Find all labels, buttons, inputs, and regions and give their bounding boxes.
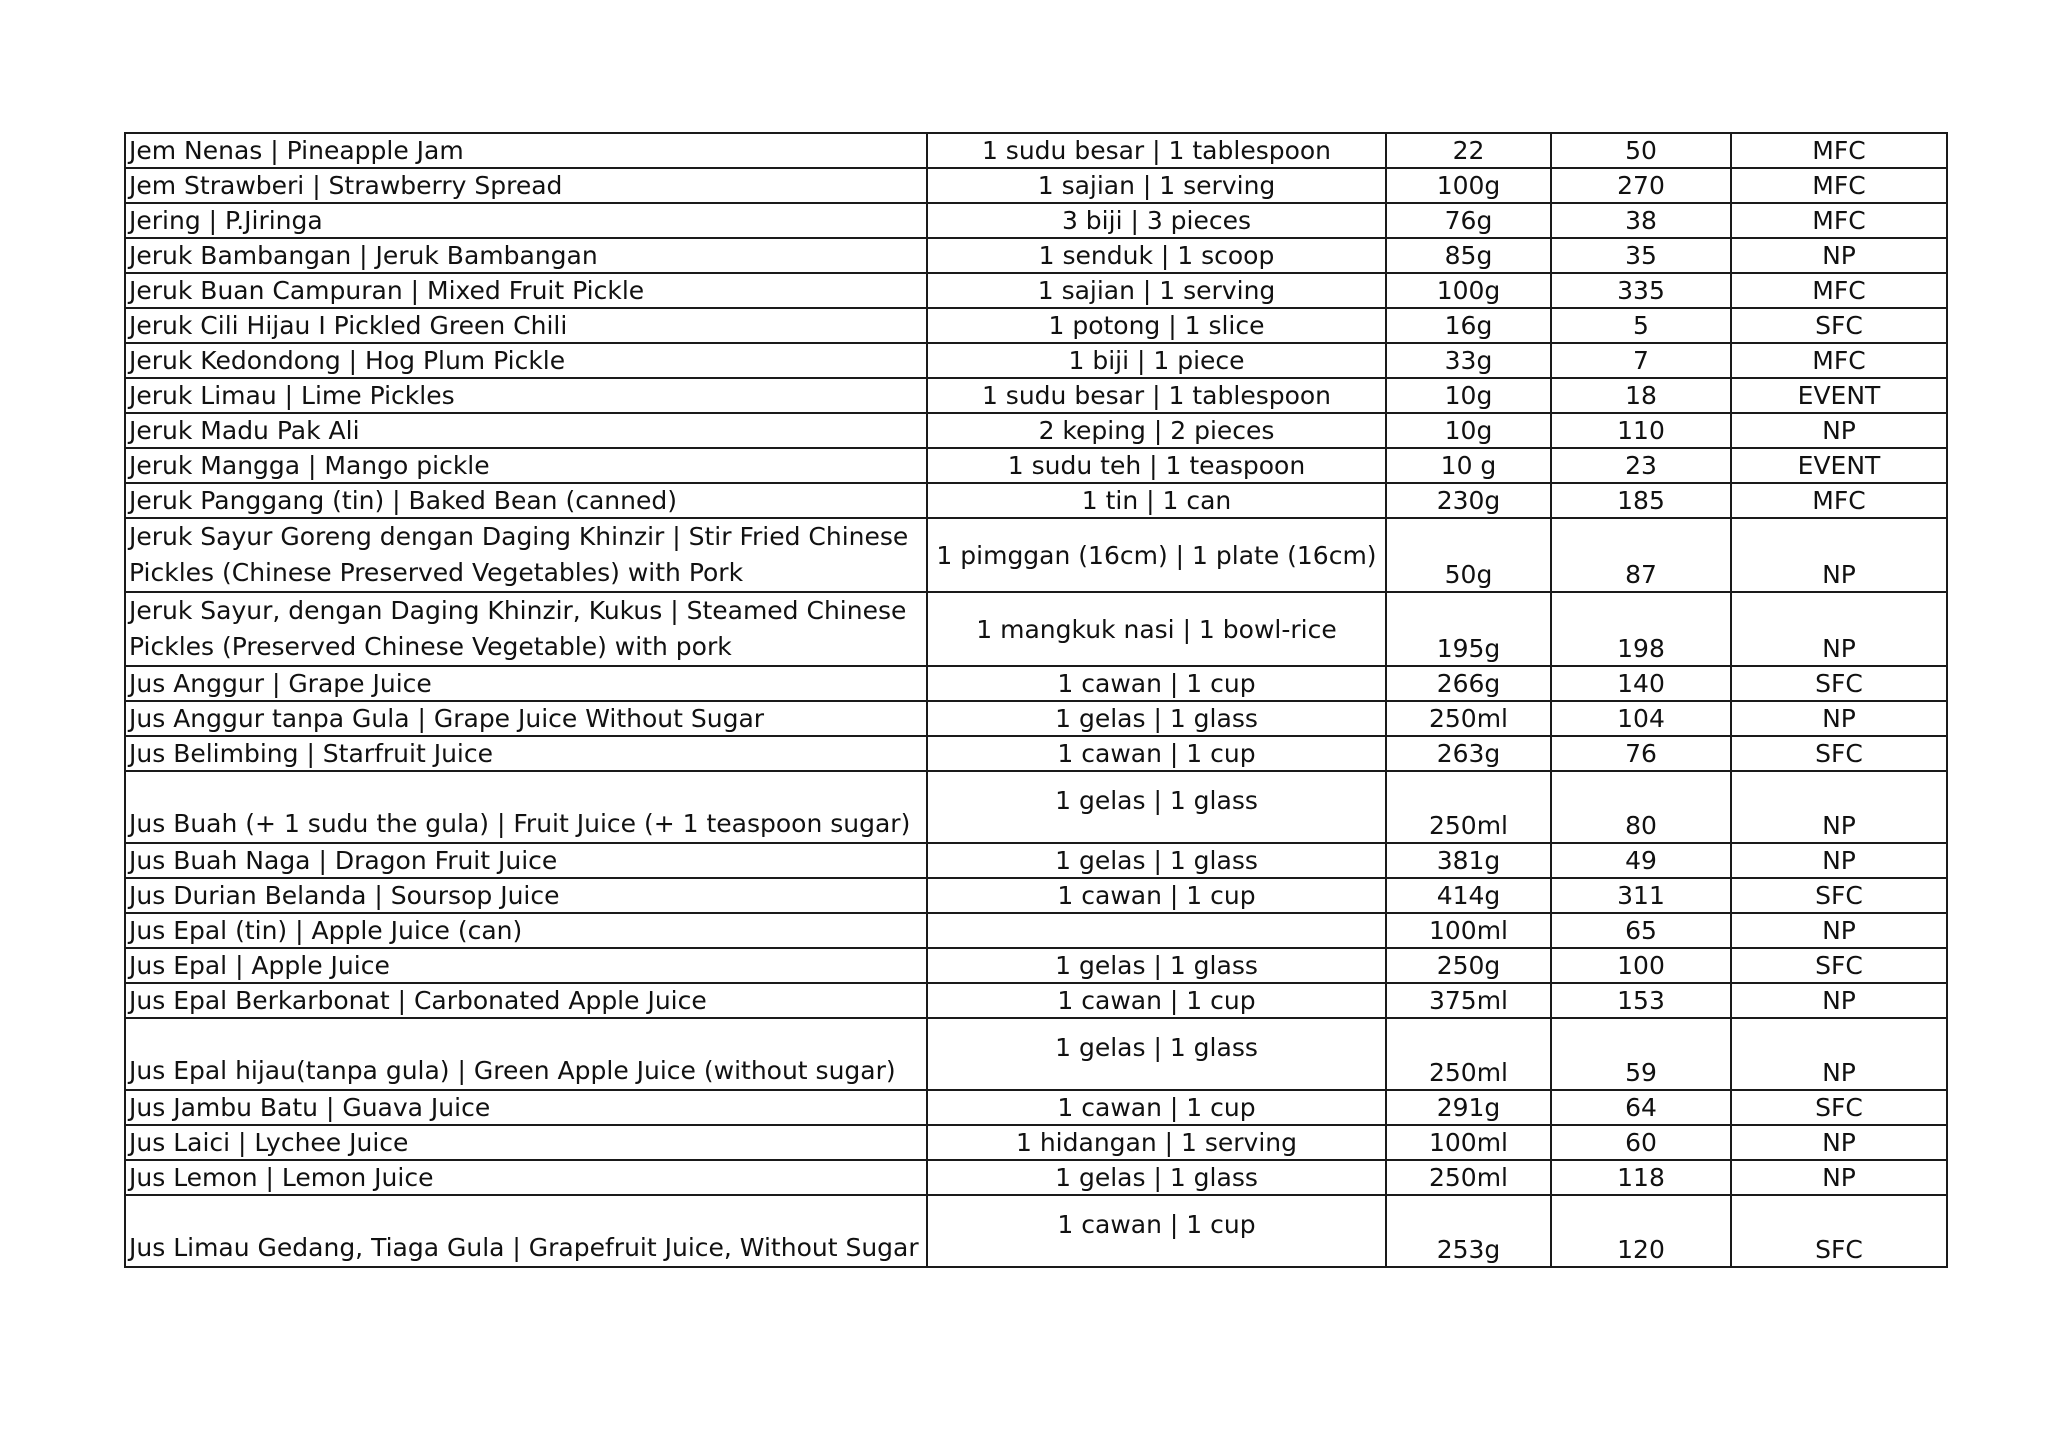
serving-size-cell: 3 biji | 3 pieces — [927, 203, 1386, 238]
serving-size-cell: 1 hidangan | 1 serving — [927, 1125, 1386, 1160]
food-name-cell: Jeruk Buan Campuran | Mixed Fruit Pickle — [125, 273, 927, 308]
calories-cell: 23 — [1551, 448, 1731, 483]
table-row — [125, 1160, 1947, 1195]
weight-cell: 50g — [1386, 518, 1551, 592]
serving-size-cell: 1 cawan | 1 cup — [927, 1195, 1386, 1267]
source-cell: MFC — [1731, 343, 1947, 378]
table-row — [125, 238, 1947, 273]
calories-cell: 5 — [1551, 308, 1731, 343]
food-name-cell: Jus Buah (+ 1 sudu the gula) | Fruit Juice (+ 1 teaspoon sugar) — [125, 771, 927, 843]
source-cell: MFC — [1731, 133, 1947, 168]
calories-cell: 311 — [1551, 878, 1731, 913]
serving-size-cell: 1 sudu teh | 1 teaspoon — [927, 448, 1386, 483]
table-row — [125, 1195, 1947, 1267]
food-name-cell: Jus Durian Belanda | Soursop Juice — [125, 878, 927, 913]
weight-cell: 253g — [1386, 1195, 1551, 1267]
serving-size-cell — [927, 913, 1386, 948]
food-name-cell: Jering | P.Jiringa — [125, 203, 927, 238]
weight-cell: 100g — [1386, 168, 1551, 203]
weight-cell: 100ml — [1386, 913, 1551, 948]
serving-size-cell: 1 cawan | 1 cup — [927, 878, 1386, 913]
food-name-cell: Jus Epal (tin) | Apple Juice (can) — [125, 913, 927, 948]
source-cell: SFC — [1731, 948, 1947, 983]
weight-cell: 195g — [1386, 592, 1551, 666]
table-row — [125, 843, 1947, 878]
table-row — [125, 1090, 1947, 1125]
food-table — [124, 132, 1948, 1268]
weight-cell: 100g — [1386, 273, 1551, 308]
calories-cell: 49 — [1551, 843, 1731, 878]
weight-cell: 33g — [1386, 343, 1551, 378]
calories-cell: 59 — [1551, 1018, 1731, 1090]
source-cell: NP — [1731, 518, 1947, 592]
weight-cell: 10g — [1386, 413, 1551, 448]
serving-size-cell: 1 mangkuk nasi | 1 bowl-rice — [927, 592, 1386, 666]
serving-size-cell: 1 cawan | 1 cup — [927, 983, 1386, 1018]
calories-cell: 76 — [1551, 736, 1731, 771]
table-row — [125, 736, 1947, 771]
source-cell: NP — [1731, 701, 1947, 736]
serving-size-cell: 1 biji | 1 piece — [927, 343, 1386, 378]
table-row — [125, 378, 1947, 413]
food-name-cell: Jeruk Madu Pak Ali — [125, 413, 927, 448]
food-name-cell: Jus Anggur tanpa Gula | Grape Juice Without Sugar — [125, 701, 927, 736]
calories-cell: 18 — [1551, 378, 1731, 413]
weight-cell: 291g — [1386, 1090, 1551, 1125]
table-row — [125, 448, 1947, 483]
calories-cell: 60 — [1551, 1125, 1731, 1160]
serving-size-cell: 1 gelas | 1 glass — [927, 701, 1386, 736]
serving-size-cell: 2 keping | 2 pieces — [927, 413, 1386, 448]
table-row — [125, 168, 1947, 203]
food-name-cell: Jus Buah Naga | Dragon Fruit Juice — [125, 843, 927, 878]
food-name-cell: Jus Epal Berkarbonat | Carbonated Apple Juice — [125, 983, 927, 1018]
table-row — [125, 666, 1947, 701]
table-row — [125, 203, 1947, 238]
serving-size-cell: 1 cawan | 1 cup — [927, 736, 1386, 771]
serving-size-cell: 1 gelas | 1 glass — [927, 1160, 1386, 1195]
source-cell: MFC — [1731, 203, 1947, 238]
weight-cell: 230g — [1386, 483, 1551, 518]
serving-size-cell: 1 cawan | 1 cup — [927, 666, 1386, 701]
calories-cell: 100 — [1551, 948, 1731, 983]
source-cell: EVENT — [1731, 378, 1947, 413]
table-row — [125, 1125, 1947, 1160]
food-name-cell: Jem Nenas | Pineapple Jam — [125, 133, 927, 168]
weight-cell: 10 g — [1386, 448, 1551, 483]
table-row — [125, 308, 1947, 343]
weight-cell: 263g — [1386, 736, 1551, 771]
source-cell: SFC — [1731, 666, 1947, 701]
table-row — [125, 913, 1947, 948]
food-name-cell: Jus Limau Gedang, Tiaga Gula | Grapefruit Juice, Without Sugar — [125, 1195, 927, 1267]
serving-size-cell: 1 sudu besar | 1 tablespoon — [927, 378, 1386, 413]
calories-cell: 104 — [1551, 701, 1731, 736]
table-row — [125, 413, 1947, 448]
source-cell: NP — [1731, 413, 1947, 448]
calories-cell: 185 — [1551, 483, 1731, 518]
table-row — [125, 133, 1947, 168]
source-cell: NP — [1731, 238, 1947, 273]
calories-cell: 64 — [1551, 1090, 1731, 1125]
serving-size-cell: 1 tin | 1 can — [927, 483, 1386, 518]
weight-cell: 414g — [1386, 878, 1551, 913]
serving-size-cell: 1 gelas | 1 glass — [927, 1018, 1386, 1090]
source-cell: NP — [1731, 843, 1947, 878]
serving-size-cell: 1 potong | 1 slice — [927, 308, 1386, 343]
table-row — [125, 483, 1947, 518]
food-table-body — [125, 133, 1947, 1267]
food-name-cell: Jeruk Bambangan | Jeruk Bambangan — [125, 238, 927, 273]
weight-cell: 100ml — [1386, 1125, 1551, 1160]
calories-cell: 80 — [1551, 771, 1731, 843]
calories-cell: 35 — [1551, 238, 1731, 273]
food-name-cell: Jeruk Cili Hijau I Pickled Green Chili — [125, 308, 927, 343]
weight-cell: 375ml — [1386, 983, 1551, 1018]
weight-cell: 10g — [1386, 378, 1551, 413]
calories-cell: 87 — [1551, 518, 1731, 592]
source-cell: SFC — [1731, 1090, 1947, 1125]
calories-cell: 38 — [1551, 203, 1731, 238]
source-cell: NP — [1731, 592, 1947, 666]
table-row — [125, 948, 1947, 983]
food-name-cell: Jus Jambu Batu | Guava Juice — [125, 1090, 927, 1125]
weight-cell: 250ml — [1386, 771, 1551, 843]
source-cell: SFC — [1731, 1195, 1947, 1267]
calories-cell: 140 — [1551, 666, 1731, 701]
weight-cell: 76g — [1386, 203, 1551, 238]
calories-cell: 118 — [1551, 1160, 1731, 1195]
table-row — [125, 771, 1947, 843]
source-cell: NP — [1731, 1018, 1947, 1090]
calories-cell: 7 — [1551, 343, 1731, 378]
calories-cell: 270 — [1551, 168, 1731, 203]
table-row — [125, 878, 1947, 913]
serving-size-cell: 1 gelas | 1 glass — [927, 948, 1386, 983]
calories-cell: 120 — [1551, 1195, 1731, 1267]
food-name-cell: Jus Epal hijau(tanpa gula) | Green Apple Juice (without sugar) — [125, 1018, 927, 1090]
calories-cell: 153 — [1551, 983, 1731, 1018]
calories-cell: 110 — [1551, 413, 1731, 448]
calories-cell: 198 — [1551, 592, 1731, 666]
serving-size-cell: 1 sajian | 1 serving — [927, 168, 1386, 203]
source-cell: EVENT — [1731, 448, 1947, 483]
table-row — [125, 273, 1947, 308]
food-name-cell: Jeruk Panggang (tin) | Baked Bean (canned) — [125, 483, 927, 518]
food-name-cell: Jus Lemon | Lemon Juice — [125, 1160, 927, 1195]
food-name-cell: Jus Laici | Lychee Juice — [125, 1125, 927, 1160]
source-cell: SFC — [1731, 736, 1947, 771]
table-row — [125, 592, 1947, 666]
weight-cell: 266g — [1386, 666, 1551, 701]
source-cell: NP — [1731, 771, 1947, 843]
weight-cell: 381g — [1386, 843, 1551, 878]
serving-size-cell: 1 gelas | 1 glass — [927, 843, 1386, 878]
food-name-cell: Jus Belimbing | Starfruit Juice — [125, 736, 927, 771]
calories-cell: 335 — [1551, 273, 1731, 308]
weight-cell: 16g — [1386, 308, 1551, 343]
calories-cell: 65 — [1551, 913, 1731, 948]
source-cell: SFC — [1731, 308, 1947, 343]
food-name-cell: Jeruk Kedondong | Hog Plum Pickle — [125, 343, 927, 378]
table-row — [125, 518, 1947, 592]
food-name-cell: Jeruk Limau | Lime Pickles — [125, 378, 927, 413]
weight-cell: 250g — [1386, 948, 1551, 983]
source-cell: SFC — [1731, 878, 1947, 913]
serving-size-cell: 1 sudu besar | 1 tablespoon — [927, 133, 1386, 168]
source-cell: NP — [1731, 1160, 1947, 1195]
weight-cell: 250ml — [1386, 1160, 1551, 1195]
serving-size-cell: 1 gelas | 1 glass — [927, 771, 1386, 843]
serving-size-cell: 1 senduk | 1 scoop — [927, 238, 1386, 273]
food-name-cell: Jeruk Sayur Goreng dengan Daging Khinzir | Stir Fried Chinese Pickles (Chinese Preserved Vegetables) with Pork — [125, 518, 927, 592]
source-cell: MFC — [1731, 168, 1947, 203]
source-cell: NP — [1731, 983, 1947, 1018]
serving-size-cell: 1 cawan | 1 cup — [927, 1090, 1386, 1125]
table-row — [125, 1018, 1947, 1090]
source-cell: MFC — [1731, 483, 1947, 518]
weight-cell: 85g — [1386, 238, 1551, 273]
calories-cell: 50 — [1551, 133, 1731, 168]
food-name-cell: Jeruk Sayur, dengan Daging Khinzir, Kukus | Steamed Chinese Pickles (Preserved Chinese Vegetable) with pork — [125, 592, 927, 666]
table-row — [125, 701, 1947, 736]
source-cell: NP — [1731, 1125, 1947, 1160]
serving-size-cell: 1 sajian | 1 serving — [927, 273, 1386, 308]
source-cell: NP — [1731, 913, 1947, 948]
serving-size-cell: 1 pimggan (16cm) | 1 plate (16cm) — [927, 518, 1386, 592]
weight-cell: 22 — [1386, 133, 1551, 168]
food-name-cell: Jus Anggur | Grape Juice — [125, 666, 927, 701]
food-name-cell: Jeruk Mangga | Mango pickle — [125, 448, 927, 483]
table-row — [125, 983, 1947, 1018]
source-cell: MFC — [1731, 273, 1947, 308]
table-row — [125, 343, 1947, 378]
weight-cell: 250ml — [1386, 1018, 1551, 1090]
food-name-cell: Jem Strawberi | Strawberry Spread — [125, 168, 927, 203]
weight-cell: 250ml — [1386, 701, 1551, 736]
food-name-cell: Jus Epal | Apple Juice — [125, 948, 927, 983]
